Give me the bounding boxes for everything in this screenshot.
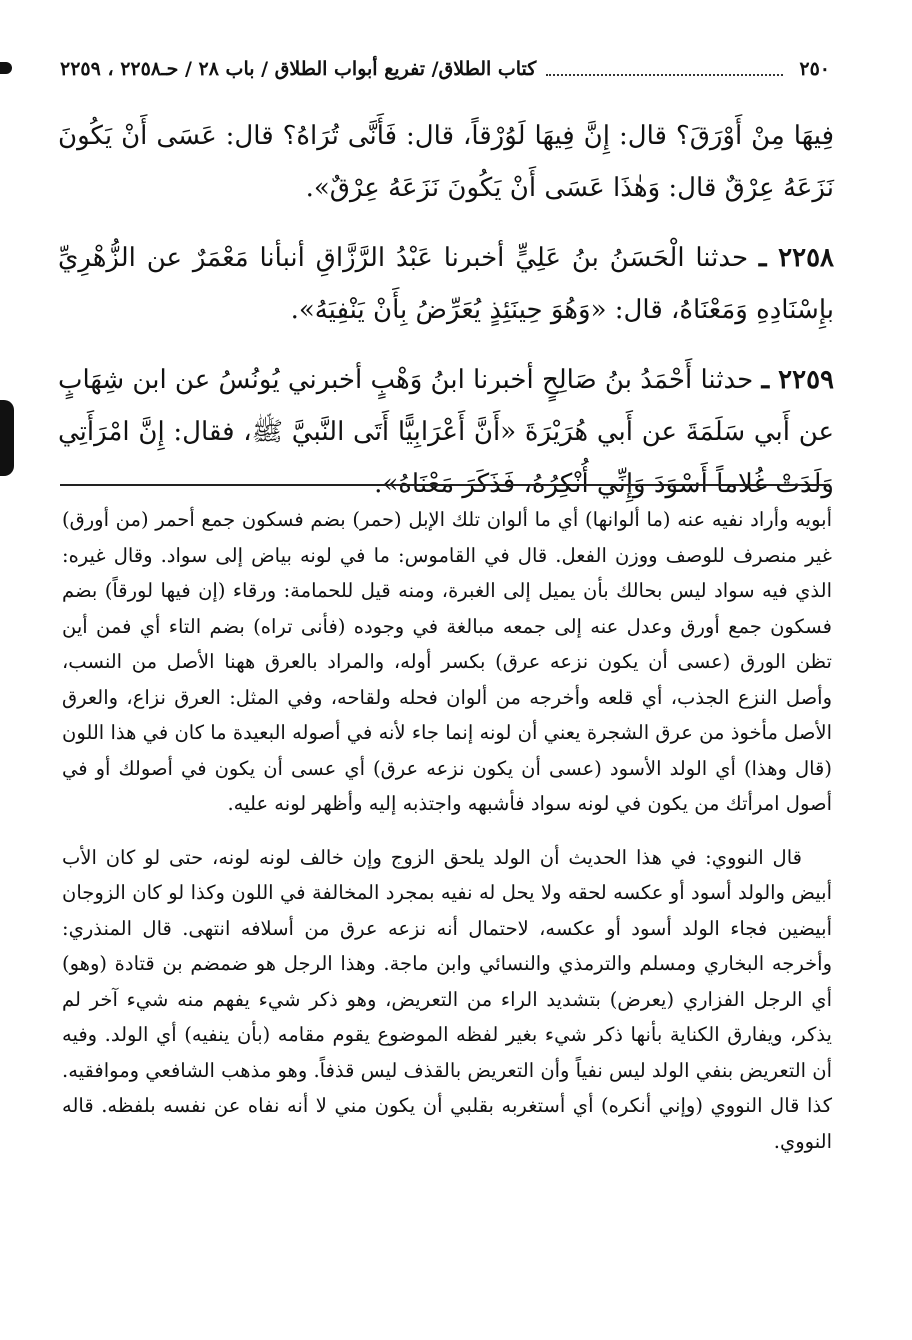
scan-edge-mark: [0, 62, 12, 74]
hadith-number: ٢٢٥٨ ـ: [758, 243, 834, 273]
hadith-body: حدثنا الْحَسَنُ بنُ عَلِيٍّ أخبرنا عَبْدُ الرَّزَّاقِ أنبأنا مَعْمَرٌ عن الزُّهْرِيِّ بإِسْنَادِهِ وَمَعْنَاهُ، قال: «وَهُوَ حِينَئِذٍ يُعَرِّضُ بِأَنْ يَنْفِيَهُ».: [58, 243, 834, 325]
hadith-2259: [58, 354, 834, 510]
page-number: ٢٥٠: [799, 58, 830, 80]
hadith-body: حدثنا أَحْمَدُ بنُ صَالِحٍ أخبرنا ابنُ وَهْبٍ أخبرني يُونُسُ عن ابن شِهَابٍ عن أَبي سَلَمَةَ عن أَبي هُرَيْرَةَ «أَنَّ أَعْرَابِيًّا أَتَى النَّبيَّ ﷺ، فقال: إِنَّ امْرَأَتِي وَلَدَتْ غُلاماً أَسْوَدَ وَإِنِّي أُنْكِرُهُ، فَذَكَرَ مَعْنَاهُ».: [57, 365, 834, 499]
header-leader-dots: [546, 62, 783, 76]
running-header: [60, 52, 830, 86]
scan-edge-mark: [0, 400, 14, 476]
commentary-paragraph: قال النووي: في هذا الحديث أن الولد يلحق الزوج وإن خالف لونه لونه، حتى لو كان الأب أبيض والولد أسود أو عكسه لحقه ولا يحل له نفيه بمجرد المخالفة في اللون وكذا لو كان الزوجان أبيضين فجاء الولد أسود أو عكسه، لاحتمال أنه نزعه عرق من أسلافه انتهى. قال المنذري: وأخرجه البخاري ومسلم والترمذي والنسائي وابن ماجة. وهذا الرجل هو ضمضم بن قتادة (وهو) أي الرجل الفزاري (يعرض) بتشديد الراء من التعريض، وهو ذكر شيء يفهم منه شيء آخر لم يذكر، ويفارق الكناية بأنها ذكر شيء بغير لفظه الموضوع يقوم مقامه (بأن ينفيه) أي الولد. وفيه أن التعريض بنفي الولد ليس نفياً وأن التعريض بالقذف ليس قذفاً. وهو مذهب الشافعي وموافقيه. كذا قال النووي (وإني أنكره) أي أستغربه بقلبي أن يكون مني لا أنه نفاه عن نفسه بلفظه. قاله النووي.: [62, 845, 832, 1153]
running-title: كتاب الطلاق/ تفريع أبواب الطلاق / باب ٢٨ / حـ٢٢٥٨ ، ٢٢٥٩: [60, 58, 537, 80]
commentary-paragraph: أبويه وأراد نفيه عنه (ما ألوانها) أي ما ألوان تلك الإبل (حمر) بضم فسكون جمع أحمر (من أورق) غير منصرف للوصف ووزن الفعل. قال في القاموس: ما في لونه بياض إلى سواد. وقال غيره: الذي فيه سواد ليس بحالك بأن يميل إلى الغبرة، ومنه قيل للحمامة: ورقاء (إن فيها لورقاً) بضم فسكون جمع أورق وعدل عنه إلى جمعه مبالغة في وجوده (فأنى تراه) بضم التاء أي فمن أين تظن الورق (عسى أن يكون نزعه عرق) بكسر أوله، والمراد بالعرق ههنا الأصل من النسب، وأصل النزع الجذب، أي قلعه وأخرجه من ألوان فحله ولقاحه، وفي المثل: العرق نزاع، والعرق الأصل مأخوذ من عرق الشجرة يعني أن لونه إنما جاء لأنه في أصوله البعيدة ما كان في هذا اللون (قال وهذا) أي الولد الأسود (عسى أن يكون نزعه عرق) أي عسى أن يكون في أصولك أو في أصول امرأتك من يكون في لونه سواد فأشبهه واجتذبه إليه وأظهر لونه عليه.: [62, 508, 832, 815]
hadith-number: ٢٢٥٩ ـ: [761, 365, 834, 395]
hadith-text: [58, 110, 834, 528]
commentary: [62, 502, 832, 1159]
footnote-divider: [60, 484, 830, 486]
hadith-2258: [58, 232, 834, 336]
hadith-continuation: فِيهَا مِنْ أَوْرَقَ؟ قال: إِنَّ فِيهَا لَوُرْقاً، قال: فَأَنَّى تُرَاهُ؟ قال: عَسَى أَنْ يَكُونَ نَزَعَهُ عِرْقٌ قال: وَهٰذَا عَسَى أَنْ يَكُونَ نَزَعَهُ عِرْقٌ».: [58, 121, 834, 203]
